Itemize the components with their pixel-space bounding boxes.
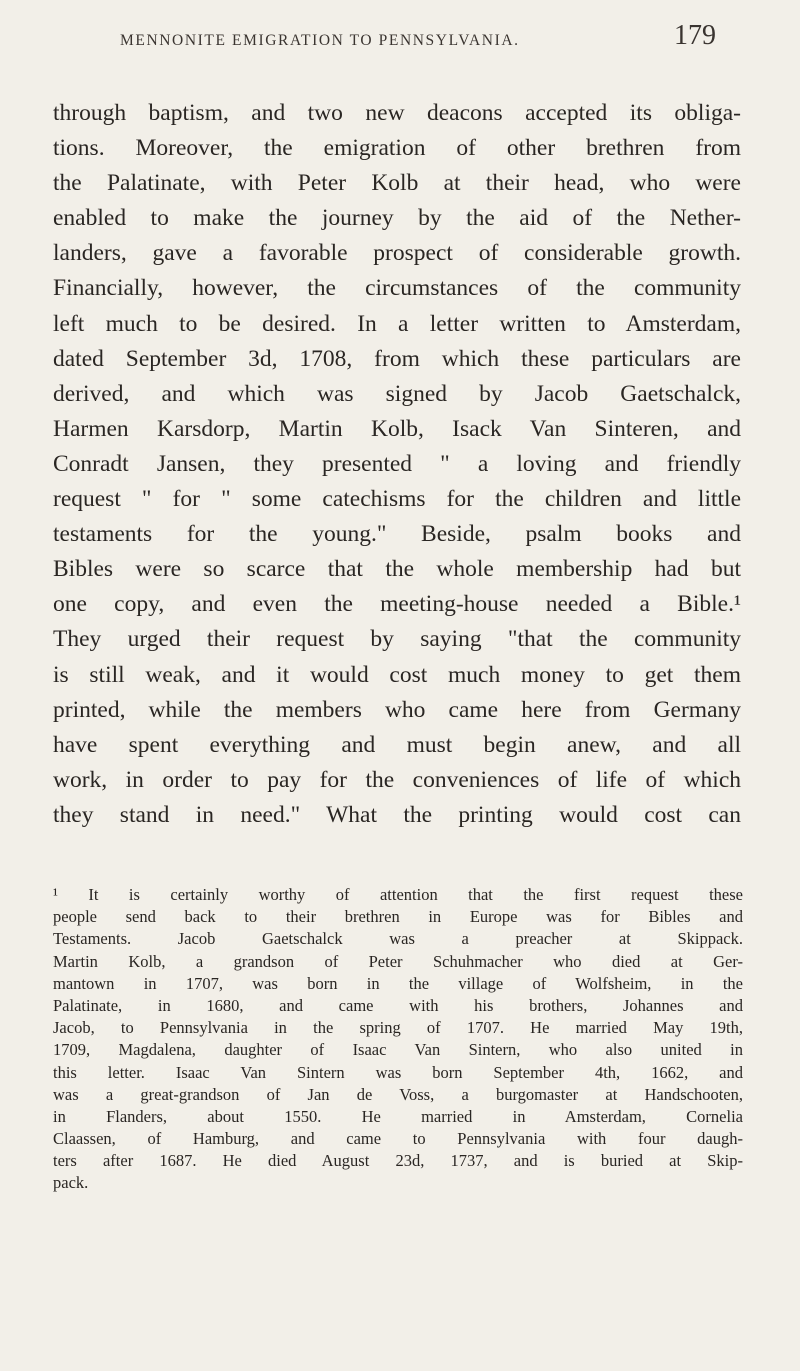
body-line: have spent everything and must begin anew, and all [53, 731, 741, 758]
footnote-line: Claassen, of Hamburg, and came to Pennsylvania with four daugh- [53, 1129, 743, 1149]
body-line: tions. Moreover, the emigration of other brethren from [53, 135, 741, 162]
footnote-line: this letter. Isaac Van Sintern was born September 4th, 1662, and [53, 1062, 743, 1082]
body-line: work, in order to pay for the conveniences of life of which [53, 766, 741, 793]
body-line: Harmen Karsdorp, Martin Kolb, Isack Van Sinteren, and [53, 415, 741, 442]
footnote-line: ters after 1687. He died August 23d, 1737, and is buried at Skip- [53, 1151, 743, 1171]
footnote-line: mantown in 1707, was born in the village of Wolfsheim, in the [53, 973, 743, 993]
body-line: is still weak, and it would cost much money to get them [53, 661, 741, 688]
footnote-line: ¹ It is certainly worthy of attention that the first request these [53, 885, 743, 904]
footnote-line: 1709, Magdalena, daughter of Isaac Van Sintern, who also united in [53, 1040, 743, 1060]
body-line: the Palatinate, with Peter Kolb at their head, who were [53, 170, 741, 197]
body-line: They urged their request by saying "that the community [53, 626, 741, 653]
body-line: enabled to make the journey by the aid of the Nether- [53, 205, 741, 232]
footnote-line: Jacob, to Pennsylvania in the spring of 1707. He married May 19th, [53, 1018, 743, 1038]
body-line: printed, while the members who came here from Germany [53, 696, 741, 723]
body-line: request " for " some catechisms for the children and little [53, 486, 741, 513]
page-number: 179 [674, 20, 716, 51]
body-text [53, 96, 741, 833]
footnote-line: people send back to their brethren in Europe was for Bibles and [53, 907, 743, 927]
footnote-line: was a great-grandson of Jan de Voss, a burgomaster at Handschooten, [53, 1084, 743, 1104]
body-line: landers, gave a favorable prospect of considerable growth. [53, 240, 741, 267]
body-line: derived, and which was signed by Jacob Gaetschalck, [53, 380, 741, 407]
footnote-line: Martin Kolb, a grandson of Peter Schuhmacher who died at Ger- [53, 951, 743, 971]
footnote-line: Testaments. Jacob Gaetschalck was a preacher at Skippack. [53, 929, 743, 949]
body-line: they stand in need." What the printing would cost can [53, 801, 741, 828]
footnote-line: Palatinate, in 1680, and came with his brothers, Johannes and [53, 995, 743, 1015]
body-line: left much to be desired. In a letter written to Amsterdam, [53, 310, 741, 337]
body-line: Conradt Jansen, they presented " a loving and friendly [53, 450, 741, 477]
body-line: dated September 3d, 1708, from which these particulars are [53, 345, 741, 372]
body-line: Financially, however, the circumstances of the community [53, 275, 741, 302]
running-head: MENNONITE EMIGRATION TO PENNSYLVANIA. [120, 32, 520, 49]
body-line: Bibles were so scarce that the whole membership had but [53, 556, 741, 583]
footnote-line: pack. [53, 1173, 89, 1193]
body-line: through baptism, and two new deacons accepted its obliga- [53, 100, 741, 126]
body-line: testaments for the young." Beside, psalm books and [53, 521, 741, 548]
footnote-line: in Flanders, about 1550. He married in Amsterdam, Cornelia [53, 1106, 743, 1126]
page-header [0, 22, 800, 62]
footnote [53, 884, 743, 1195]
body-line: one copy, and even the meeting-house needed a Bible.¹ [53, 591, 741, 618]
